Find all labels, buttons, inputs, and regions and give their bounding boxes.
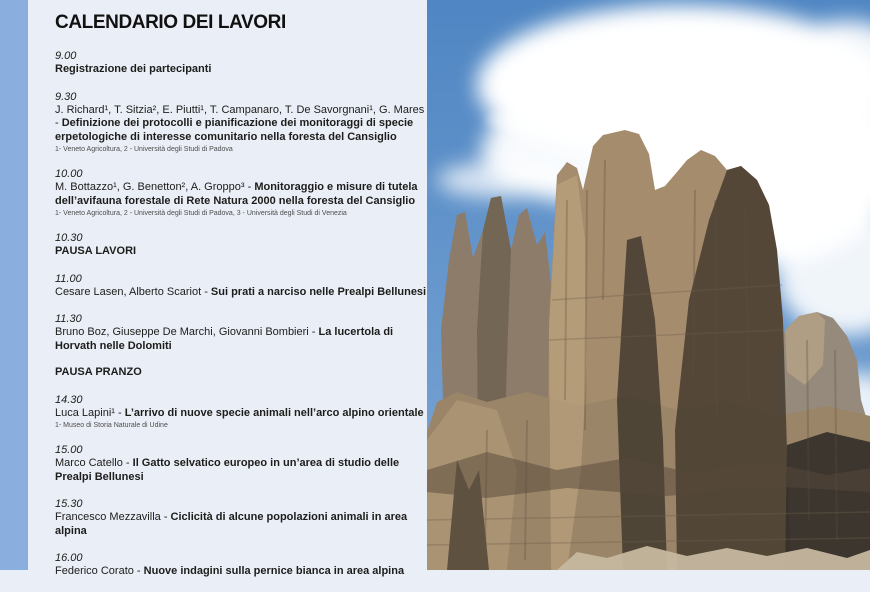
page-title: CALENDARIO DEI LAVORI	[55, 12, 286, 33]
item-title: PAUSA PRANZO	[55, 366, 142, 378]
item-time: 11.00	[55, 272, 82, 285]
schedule-item	[55, 393, 429, 431]
item-time: 10.30	[55, 232, 83, 244]
item-title: La lucertola di Horvath nelle Dolomiti	[55, 326, 394, 352]
item-title: Definizione dei protocolli e pianificazione dei monitoraggi di specie erpetologiche di interesse comunitario nella foresta del Cansiglio	[55, 117, 414, 143]
item-footnote: 1- Veneto Agricoltura, 2 - Università degli Studi di Padova, 3 - Università degli Studi di Venezia	[55, 210, 347, 217]
item-time: 15.00	[55, 444, 83, 456]
bottom-right-shadow	[785, 432, 870, 570]
item-time: 16.00	[55, 552, 83, 564]
schedule-item	[55, 312, 429, 353]
accent-strip	[0, 0, 28, 570]
item-title: Registrazione dei partecipanti	[55, 63, 212, 75]
item-time: 9.00	[55, 50, 77, 62]
item-authors: Cesare Lasen, Alberto Scariot -	[55, 285, 211, 298]
item-title: Ciclicità di alcune popolazioni animali in area alpina	[55, 511, 408, 537]
mountain-photo-graphic	[427, 0, 870, 570]
item-title: L’arrivo di nuove specie animali nell’arco alpino orientale	[124, 406, 424, 419]
item-time: 10.00	[55, 168, 83, 180]
schedule-item	[55, 443, 429, 484]
item-authors: J. Richard¹, T. Sitzia², E. Piutti¹, T. Campanaro, T. De Savorgnani¹, G. Mares -	[55, 103, 425, 129]
schedule-item	[55, 231, 429, 259]
schedule-item	[55, 551, 429, 579]
schedule-item	[55, 497, 429, 538]
item-time: 15.30	[55, 498, 83, 510]
mountain-photo	[427, 0, 870, 570]
item-footnote: 1- Veneto Agricoltura, 2 - Università degli Studi di Padova	[55, 146, 233, 153]
item-authors: Bruno Boz, Giuseppe De Marchi, Giovanni Bombieri -	[55, 326, 319, 338]
item-time: 14.30	[55, 393, 83, 406]
item-title: Il Gatto selvatico europeo in un’area di studio delle Prealpi Bellunesi	[55, 457, 400, 483]
item-title: Monitoraggio e misure di tutela dell’avifauna forestale di Rete Natura 2000 nella foresta del Cansiglio	[55, 181, 418, 207]
item-time: 11.30	[55, 313, 82, 325]
schedule-item	[55, 90, 429, 155]
item-title: Sui prati a narciso nelle Prealpi Bellunesi	[210, 285, 427, 298]
item-title: PAUSA LAVORI	[55, 245, 137, 257]
item-authors: M. Bottazzo¹, G. Benetton², A. Groppo³ -	[55, 181, 255, 193]
item-authors: Federico Corato -	[55, 565, 144, 577]
item-authors: Marco Catello -	[55, 457, 133, 469]
item-authors: Luca Lapini¹ -	[55, 406, 125, 419]
schedule-item	[55, 366, 429, 380]
schedule-item	[55, 272, 429, 300]
schedule-item	[55, 49, 429, 77]
item-footnote: 1- Museo di Storia Naturale di Udine	[55, 422, 168, 429]
item-time: 9.30	[55, 90, 77, 103]
schedule-column	[55, 12, 429, 592]
schedule-item	[55, 167, 429, 218]
item-authors: Francesco Mezzavilla -	[55, 511, 171, 523]
item-title: Nuove indagini sulla pernice bianca in area alpina	[143, 565, 405, 577]
